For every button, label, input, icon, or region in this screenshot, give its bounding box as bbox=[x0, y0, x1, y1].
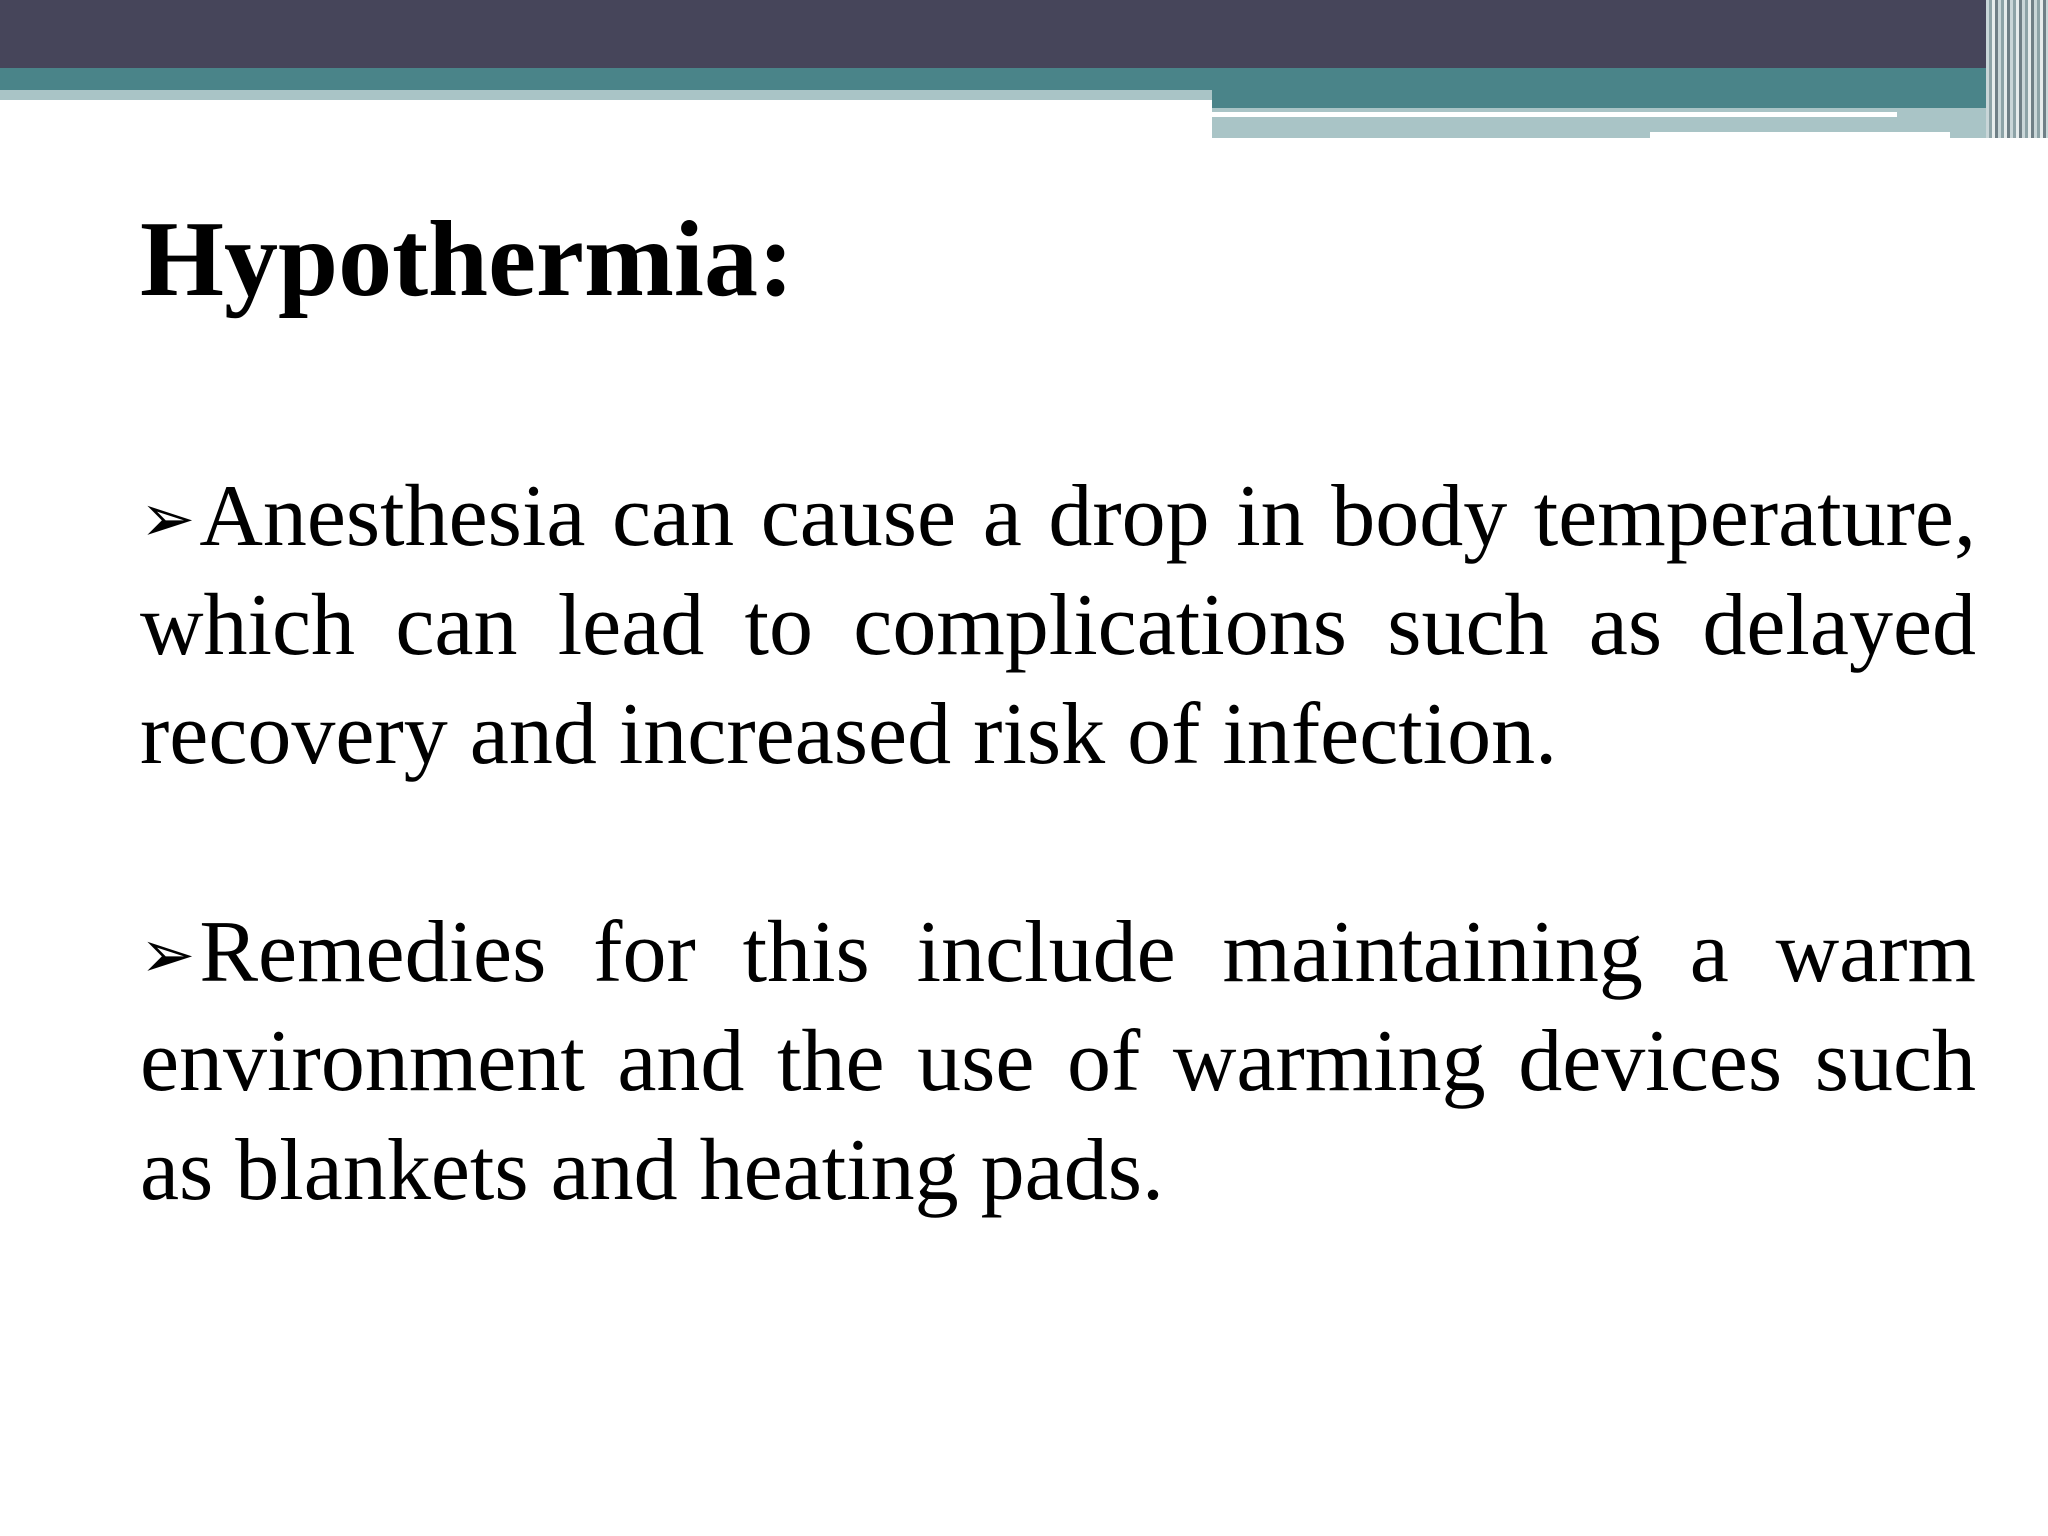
slide-title: Hypothermia: bbox=[140, 200, 794, 319]
header-band-teal bbox=[0, 68, 2048, 90]
header-band-dark bbox=[0, 0, 2048, 68]
header-accent-line-short bbox=[1650, 132, 1950, 138]
header-band-light-left bbox=[0, 90, 1212, 100]
bullet-item-anesthesia bbox=[140, 462, 1976, 789]
header-band-right-block bbox=[1212, 90, 2048, 108]
arrow-bullet-icon: ➢ bbox=[140, 483, 196, 556]
arrow-bullet-icon: ➢ bbox=[140, 919, 196, 992]
bullet-item-remedies bbox=[140, 898, 1976, 1225]
header-accent-line bbox=[1212, 112, 1897, 117]
bullet-text: Anesthesia can cause a drop in body temperature, which can lead to complications such as delayed recovery and increased risk of infection. bbox=[140, 468, 1976, 783]
bullet-list bbox=[140, 462, 1976, 1334]
bullet-text: Remedies for this include maintaining a warm environment and the use of warming devices such as blankets and heating pads. bbox=[140, 904, 1976, 1219]
header-stripes bbox=[1986, 0, 2048, 138]
